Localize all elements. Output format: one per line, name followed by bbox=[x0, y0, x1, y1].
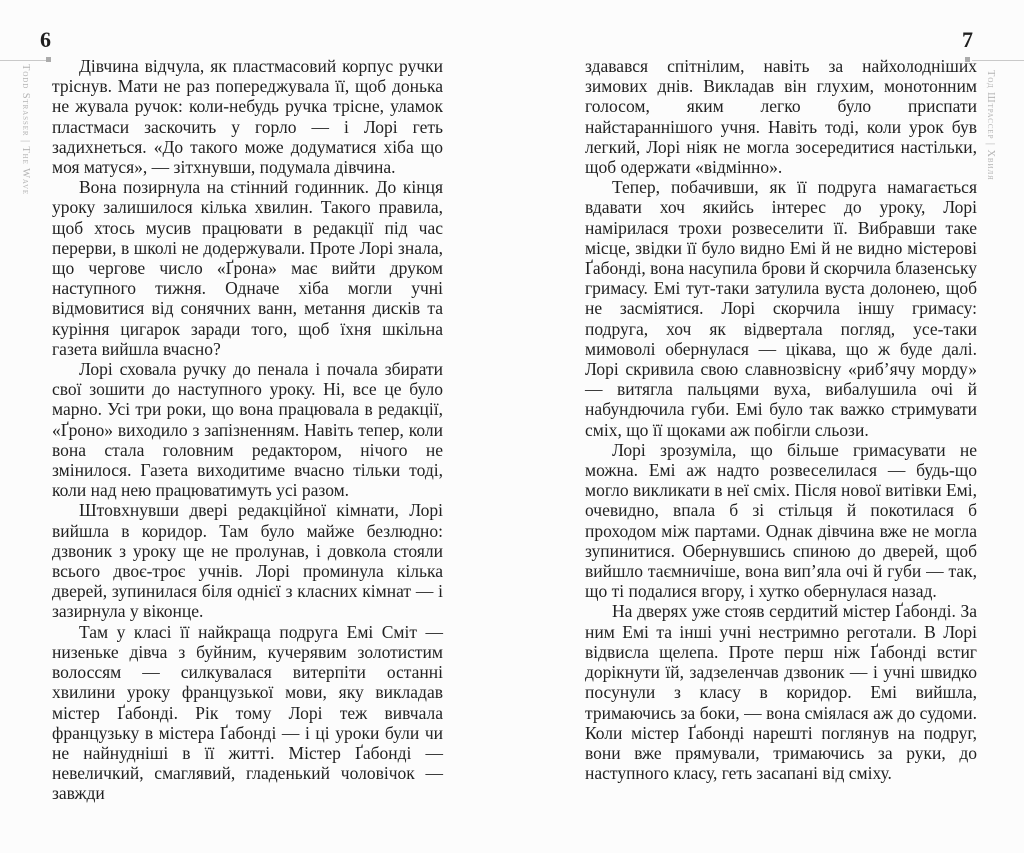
paragraph: Там у класі її найкраща подруга Емі Сміт — низеньке дівча з буйним, кучерявим золотистим волоссям — силкувалася витерпіти останні хвилини уроку французької мови, яку викладав містер Ґабонді. Рік тому Лорі теж вивчала французьку в містера Ґабонді — і ці уроки були чи не найнудніші в її житті. Містер Ґабонді — невеличкий, смаглявий, гладенький чоловічок — завжди bbox=[52, 621, 443, 804]
paragraph: Штовхнувши двері редакційної кімнати, Лорі вийшла в коридор. Там було майже безлюдно: дзвоник з уроку ще не пролунав, і довкола стояли всього двоє-троє учнів. Лорі проминула кілька дверей, зупинилася біля однієї з класних кімнат — і зазирнула у віконце. bbox=[52, 500, 443, 622]
paragraph: Лорі зрозуміла, що більше гримасувати не можна. Емі аж надто розвеселилася — будь-що могло викликати в неї сміх. Після нової витівки Емі, очевидно, впала б зі стільця й покотилася б проходом між партами. Однак дівчина вже не могла зупинитися. Обернувшись спиною до дверей, щоб вийшло таємничіше, вона вип’яла очі й губи — так, що ті подалися вгору, і хутко обернулася назад. bbox=[585, 439, 977, 602]
page-number-left: 6 bbox=[40, 27, 51, 52]
rule-end-marker-left bbox=[46, 57, 51, 62]
paragraph: На дверях уже стояв сердитий містер Ґабонді. За ним Емі та інші учні нестримно реготали. В Лорі відвисла щелепа. Проте перш ніж Ґабонді встиг дорікнути їй, задзеленчав дзвоник — і учні швидко посунули з класу в коридор. Емі вийшла, тримаючись за боки, — вона сміялася аж до судоми. Коли містер Ґабонді нарешті поглянув на подруг, вони вже прямували, тримаючись за руки, до наступного класу, геть засапані від сміху. bbox=[585, 601, 977, 784]
header-rule-left bbox=[0, 60, 46, 61]
page-number-right: 7 bbox=[962, 27, 973, 52]
text-column-left bbox=[52, 56, 443, 804]
running-title-right: Тод Штрассер | Хвиля bbox=[985, 70, 996, 181]
header-rule-right bbox=[972, 60, 1024, 61]
paragraph: здавався спітнілим, навіть за найхолодніших зимових днів. Викладав він глухим, монотонним голосом, яким легко було приспати найстараннішого учня. Навіть тоді, коли урок був легкий, Лорі ніяк не могла зосередитися настільки, щоб одержати «відмінно». bbox=[585, 56, 977, 178]
paragraph: Дівчина відчула, як пластмасовий корпус ручки тріснув. Мати не раз попереджувала її, щоб донька не жувала ручок: коли-небудь ручка трісне, уламок пластмаси заскочить у горло — і Лорі геть задихнеться. «До такого може додуматися хіба що моя матуся», — зітхнувши, подумала дівчина. bbox=[52, 56, 443, 178]
paragraph: Лорі сховала ручку до пенала і почала збирати свої зошити до наступного уроку. Ні, все це було марно. Усі три роки, що вона працювала в редакції, «Ґроно» виходило з запізненням. Навіть тепер, коли вона стала головним редактором, нічого не змінилося. Газета виходитиме вчасно тільки тоді, коли над нею працюватимуть усі разом. bbox=[52, 359, 443, 501]
paragraph: Вона позирнула на стінний годинник. До кінця уроку залишилося кілька хвилин. Такого правила, щоб хтось мусив працювати в редакції під час перерви, в школі не додержували. Проте Лорі знала, що чергове число «Ґрона» має вийти друком наступного тижня. Одначе хіба могли учні відмовитися від сонячних ванн, метання дисків та куріння цигарок заради того, щоб їхня шкільна газета вийшла вчасно? bbox=[52, 177, 443, 359]
page-right bbox=[512, 0, 1024, 853]
running-title-left: Todd Strasser | The Wave bbox=[20, 64, 31, 196]
paragraph: Тепер, побачивши, як її подруга намагається вдавати хоч якийсь інтерес до уроку, Лорі намірилася трохи розвеселити її. Вибравши таке місце, звідки її було видно Емі й не видно містерові Ґабонді, вона насупила брови й скорчила блазенську гримасу. Емі тут-таки затулила вуста долонею, щоб не засміятися. Лорі скорчила іншу гримасу: подруга, хоч як відвертала погляд, усе-таки мимоволі обернулася — цікава, що ж буде далі. Лорі скривила свою славнозвісну «риб’ячу морду» — витягла пальцями вуха, вибалушила очі й набундючила губи. Емі було так важко стримувати сміх, що її щоками аж побігли сльози. bbox=[585, 177, 978, 440]
text-column-right bbox=[585, 56, 977, 783]
